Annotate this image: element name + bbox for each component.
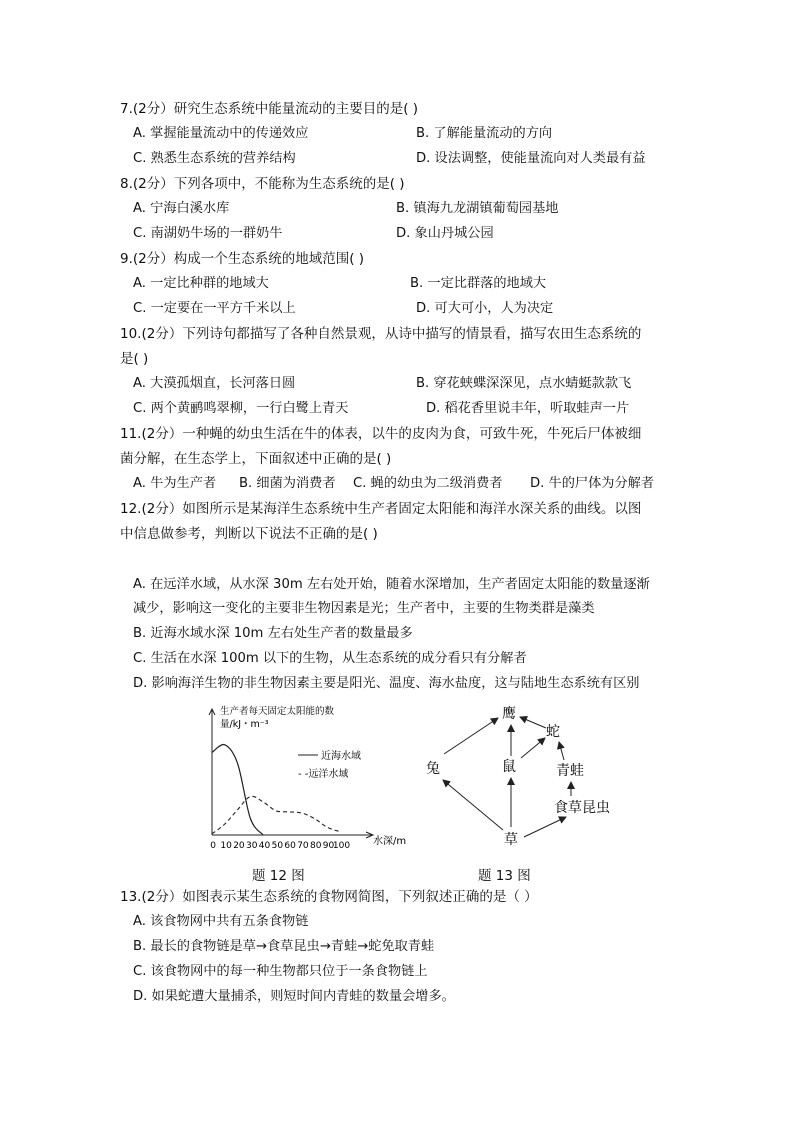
q11-stem-line1: 11.(2分）一种蝇的幼虫生活在牛的体表，以牛的皮肉为食，可致牛死，牛死后尸体被细: [120, 426, 642, 442]
q9-option-a: A. 一定比种群的地域大: [133, 276, 269, 291]
fig12-series-ocean-line: [212, 796, 340, 834]
fig12-chart: [200, 700, 420, 855]
fig12-ylabel-line1: 生产者每天固定太阳能的数: [220, 706, 335, 717]
q12-option-a-line1: A. 在远洋水域，从水深 30m 左右处开始，随着水深增加，生产者固定太阳能的数量逐渐: [133, 577, 650, 592]
fig12-xtick-label: 50: [271, 841, 284, 851]
q11-option-c: C. 蝇的幼虫为二级消费者: [353, 476, 503, 491]
fig13-food-web: [420, 700, 620, 855]
fig13-caption: 题 13 图: [478, 868, 531, 884]
food-web-node-grass: 草: [504, 832, 518, 848]
q7-option-b: B. 了解能量流动的方向: [416, 126, 553, 141]
food-web-node-frog: 青蛙: [556, 763, 584, 779]
arrow-mouse-to-snake: [521, 738, 545, 758]
q13-option-b: B. 最长的食物链是草→食草昆虫→青蛙→蛇免取青蛙: [133, 939, 435, 954]
q13-stem: 13.(2分）如图表示某生态系统的食物网简图，下列叙述正确的是（ ）: [120, 889, 538, 905]
arrow-rabbit-to-eagle: [444, 718, 498, 754]
q12-option-d: D. 影响海洋生物的非生物因素主要是阳光、温度、海水盐度，这与陆地生态系统有区别: [133, 676, 640, 691]
fig12-xtick-label: 0: [210, 841, 217, 851]
fig12-xtick-label: 80: [310, 841, 322, 851]
q8-option-b: B. 镇海九龙湖镇葡萄园基地: [396, 201, 559, 216]
q9-option-d: D. 可大可小，人为决定: [416, 301, 554, 316]
q8-option-d: D. 象山丹城公园: [396, 226, 494, 241]
q7-option-a: A. 掌握能量流动中的传递效应: [133, 126, 309, 141]
q8-option-a: A. 宁海白溪水库: [133, 201, 230, 216]
q12-stem-line1: 12.(2分）如图所示是某海洋生态系统中生产者固定太阳能和海洋水深关系的曲线。以图: [120, 501, 642, 517]
q10-option-a: A. 大漠孤烟直，长河落日圆: [133, 376, 296, 391]
fig12-xtick-label: 90: [322, 841, 335, 851]
q13-option-c: C. 该食物网中的每一种生物都只位于一条食物链上: [133, 964, 428, 979]
q12-option-c: C. 生活在水深 100m 以下的生物，从生态系统的成分看只有分解者: [133, 651, 527, 666]
arrow-grass-to-insect: [524, 817, 566, 837]
arrow-frog-to-snake: [559, 742, 564, 760]
arrow-snake-to-eagle: [520, 717, 546, 728]
q9-option-b: B. 一定比群落的地域大: [410, 276, 547, 291]
q10-stem-line1: 10.(2分）下列诗句都描写了各种自然景观，从诗中描写的情景看，描写农田生态系统的: [120, 326, 642, 342]
q10-option-b: B. 穿花蛱蝶深深见，点水蜻蜓款款飞: [416, 376, 632, 391]
q7-option-c: C. 熟悉生态系统的营养结构: [133, 151, 296, 166]
fig12-xtick-label: 100: [332, 841, 351, 851]
fig12-xtick-label: 40: [258, 841, 271, 851]
fig12-series-nearshore-line: [212, 745, 263, 835]
q12-option-a-line2: 减少，影响这一变化的主要非生物因素是光；生产者中，主要的生物类群是藻类: [133, 601, 595, 616]
q13-option-a: A. 该食物网中共有五条食物链: [133, 914, 309, 929]
food-web-node-insect: 食草昆虫: [554, 800, 610, 816]
fig12-xlabel: 水深/m: [373, 836, 407, 847]
q7-option-d: D. 设法调整，使能量流向对人类最有益: [416, 151, 646, 166]
q11-option-a: A. 牛为生产者: [133, 476, 217, 491]
q10-option-c: C. 两个黄鹂鸣翠柳，一行白鹭上青天: [133, 401, 349, 416]
q9-stem: 9.(2分）构成一个生态系统的地域范围( ): [120, 251, 365, 267]
fig12-legend-nearshore: 近海水域: [321, 751, 361, 762]
q12-option-b: B. 近海水域水深 10m 左右处生产者的数量最多: [133, 626, 413, 641]
q7-stem: 7.(2分）研究生态系统中能量流动的主要目的是( ): [120, 101, 419, 117]
food-web-node-rabbit: 兔: [426, 761, 440, 777]
q9-option-c: C. 一定要在一平方千米以上: [133, 301, 296, 316]
food-web-node-snake: 蛇: [546, 724, 560, 740]
fig12-ylabel-line2: 量/kJ・m⁻³: [220, 719, 269, 730]
fig12-xtick-label: 60: [284, 841, 296, 851]
fig12-xtick-label: 20: [233, 841, 245, 851]
q10-option-d: D. 稻花香里说丰年，听取蛙声一片: [426, 401, 630, 416]
q13-option-d: D. 如果蛇遭大量捕杀，则短时间内青蛙的数量会增多。: [133, 989, 455, 1004]
arrow-grass-to-rabbit: [443, 780, 503, 830]
q10-stem-line2: 是( ): [120, 351, 149, 367]
q8-stem: 8.(2分）下列各项中，不能称为生态系统的是( ): [120, 176, 405, 192]
q12-stem-line2: 中信息做参考，判断以下说法不正确的是( ): [120, 526, 378, 542]
q11-option-b: B. 细菌为消费者: [239, 476, 336, 491]
fig12-xtick-label: 70: [297, 841, 309, 851]
food-web-node-eagle: 鹰: [502, 706, 516, 722]
q8-option-c: C. 南湖奶牛场的一群奶牛: [133, 226, 283, 241]
fig12-xtick-label: 10: [220, 841, 232, 851]
food-web-node-mouse: 鼠: [502, 759, 516, 775]
fig12-legend-ocean: - -远洋水域: [298, 769, 349, 780]
fig12-caption: 题 12 图: [252, 868, 305, 884]
q11-option-d: D. 牛的尸体为分解者: [530, 476, 655, 491]
q11-stem-line2: 菌分解，在生态学上，下面叙述中正确的是( ): [120, 451, 392, 467]
fig12-xtick-label: 30: [246, 841, 258, 851]
